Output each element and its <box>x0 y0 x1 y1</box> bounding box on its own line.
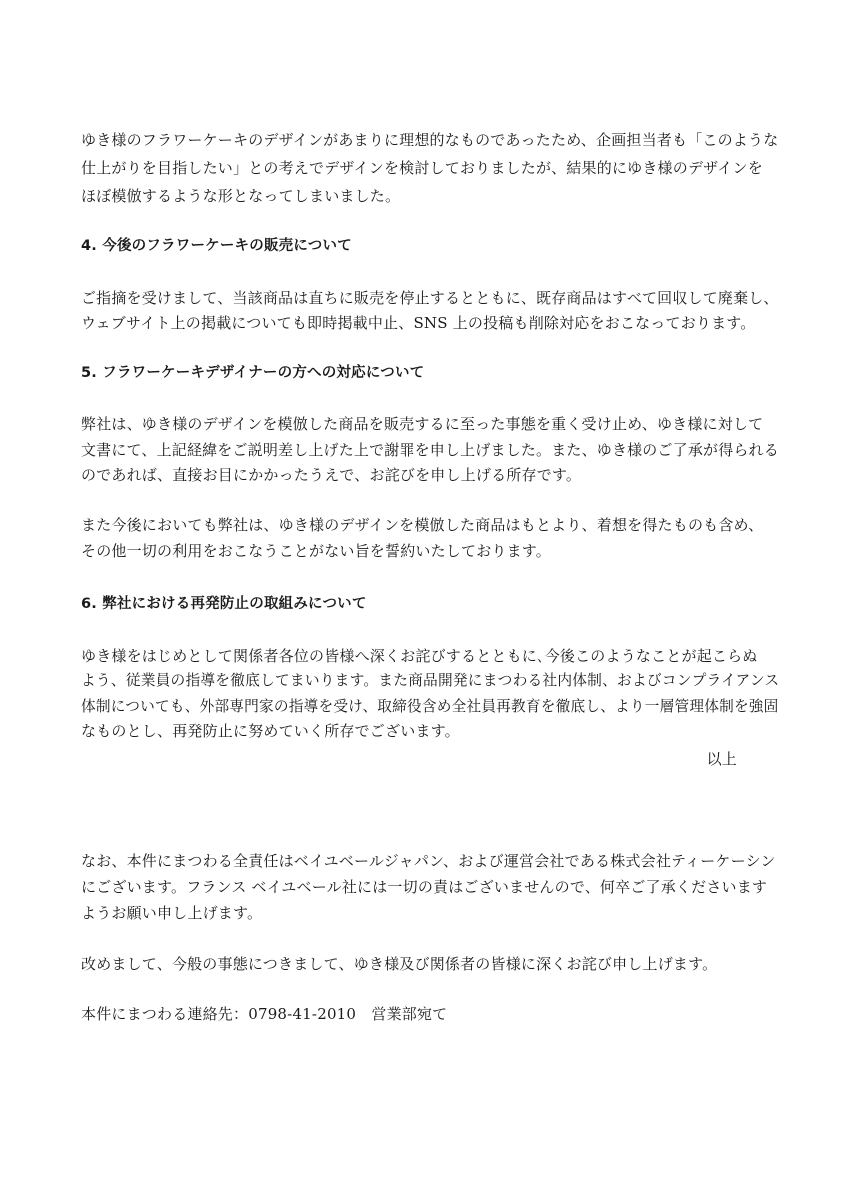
section6-line-2: よう、従業員の指導を徹底してまいります。また商品開発にまつわる社内体制、およびコンプライアンス <box>81 671 780 689</box>
section5-para1-line-2: 文書にて、上記経緯をご説明差し上げた上で謝罪を申し上げました。また、ゆき様のご了承が得られる <box>81 441 779 459</box>
contact-info: 本件にまつわる連絡先：0798-41-2010 営業部宛て <box>81 1005 448 1023</box>
closing-word: 以上 <box>706 750 737 768</box>
section5-heading: 5. フラワーケーキデザイナーの方への対応について <box>81 365 425 381</box>
section4-heading: 4. 今後のフラワーケーキの販売について <box>81 238 352 254</box>
section6-heading: 6. 弊社における再発防止の取組みについて <box>81 596 367 612</box>
postscript-para1-line-3: ようお願い申し上げます。 <box>81 904 263 922</box>
intro-line-3: ほぼ模倣するような形となってしまいました。 <box>81 187 401 205</box>
section5-para1-line-3: のであれば、直接お目にかかったうえで、お詫びを申し上げる所存です。 <box>81 466 582 484</box>
section6-line-1: ゆき様をはじめとして関係者各位の皆様へ深くお詫びするとともに､今後このようなことが起こらぬ <box>81 647 758 665</box>
postscript-para2: 改めまして、今般の事態につきまして、ゆき様及び関係者の皆様に深くお詫び申し上げます。 <box>81 955 718 973</box>
section5-para2-line-2: その他一切の利用をおこなうことがない旨を誓約いたしております。 <box>81 542 552 560</box>
intro-line-1: ゆき様のフラワーケーキのデザインがあまりに理想的なものであったため、企画担当者も「このような <box>81 131 779 149</box>
section5-para1-line-1: 弊社は、ゆき様のデザインを模倣した商品を販売するに至った事態を重く受け止め、ゆき様に対して <box>81 415 764 433</box>
intro-line-2: 仕上がりを目指したい」との考えでデザインを検討しておりましたが、結果的にゆき様のデザインを <box>81 159 763 177</box>
postscript-para1-line-2: にございます。フランス ベイユベール社には一切の責はございませんので、何卒ご了承くださいます <box>81 878 768 896</box>
section6-line-3: 体制についても、外部専門家の指導を受け、取締役含め全社員再教育を徹底し、より一層管理体制を強固 <box>81 697 779 715</box>
section4-line-2: ウェブサイト上の掲載についても即時掲載中止、SNS 上の投稿も削除対応をおこなっております。 <box>81 314 756 332</box>
section6-line-4: なものとし、再発防止に努めていく所存でございます。 <box>81 722 460 740</box>
section4-line-1: ご指摘を受けまして、当該商品は直ちに販売を停止するとともに、既存商品はすべて回収して廃棄し、 <box>81 289 779 307</box>
postscript-para1-line-1: なお、本件にまつわる全責任はベイユベールジャパン、および運営会社である株式会社ティーケーシン <box>81 852 776 870</box>
section5-para2-line-1: また今後においても弊社は、ゆき様のデザインを模倣した商品はもとより、着想を得たものも含め、 <box>81 516 764 534</box>
